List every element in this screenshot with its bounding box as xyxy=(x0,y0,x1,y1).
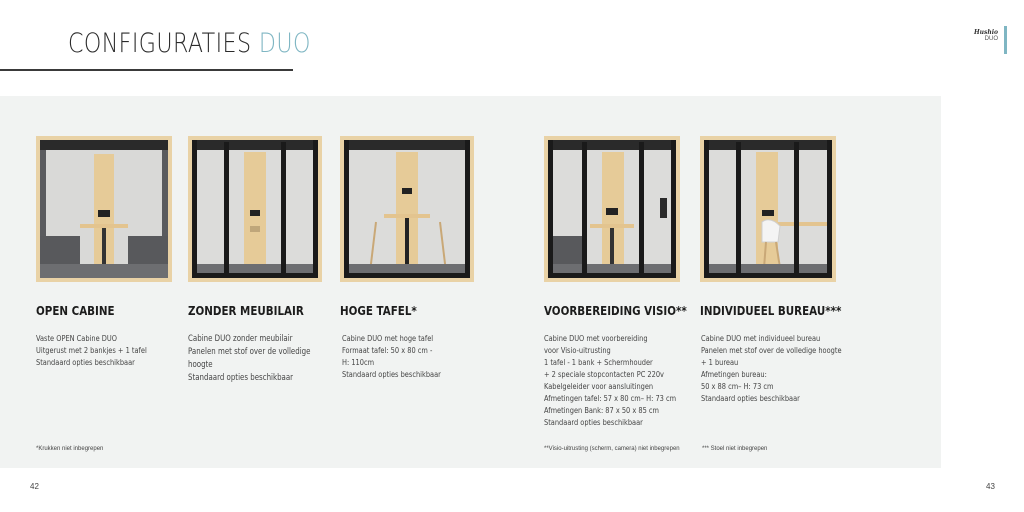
cabin-image-desk xyxy=(700,136,836,282)
body-line: + 2 speciale stopcontacten PC 220v xyxy=(544,370,664,379)
title-accent: DUO xyxy=(258,28,311,59)
footnote-krukken: *Krukken niet inbegrepen xyxy=(36,446,104,452)
column-title-empty: ZONDER MEUBILAIR xyxy=(188,304,304,318)
body-line: hoogte xyxy=(188,360,213,370)
cabin-image-empty xyxy=(188,136,322,282)
body-line: Standaard opties beschikbaar xyxy=(342,370,441,379)
column-title-open: OPEN CABINE xyxy=(36,304,115,318)
body-line: H: 110cm xyxy=(342,358,375,367)
brand-subtitle: DUO xyxy=(984,36,998,42)
column-title-high: HOGE TAFEL* xyxy=(340,304,417,318)
column-body-empty xyxy=(188,333,321,385)
column-body-visio xyxy=(544,333,688,429)
body-line: Standaard opties beschikbaar xyxy=(701,394,800,403)
brand-accent-bar xyxy=(1004,26,1007,54)
page-number-right: 43 xyxy=(986,482,995,491)
body-line: Afmetingen Bank: 87 x 50 x 85 cm xyxy=(544,406,660,415)
footnote-visio: **Visio-uitrusting (scherm, camera) niet inbegrepen xyxy=(544,446,680,452)
cabin-image-visio xyxy=(544,136,680,282)
cabin-image-open xyxy=(36,136,172,282)
title-underline xyxy=(0,69,293,71)
body-line: Cabine DUO met individueel bureau xyxy=(701,334,821,343)
body-line: Formaat tafel: 50 x 80 cm - xyxy=(342,346,433,355)
brand-logo: Hushio xyxy=(973,29,998,36)
body-line: + 1 bureau xyxy=(701,358,739,367)
body-line: Cabine DUO zonder meubilair xyxy=(188,334,293,344)
body-line: Standaard opties beschikbaar xyxy=(544,418,643,427)
body-line: Panelen met stof over de volledige hoogte xyxy=(701,346,842,355)
body-line: 50 x 88 cm– H: 73 cm xyxy=(701,382,774,391)
page-number-left: 42 xyxy=(30,482,39,491)
body-line: Cabine DUO met voorbereiding xyxy=(544,334,648,343)
body-line: Standaard opties beschikbaar xyxy=(188,373,294,383)
body-line: voor Visio-uitrusting xyxy=(544,346,611,355)
column-body-desk xyxy=(701,333,854,405)
body-line: Afmetingen bureau: xyxy=(701,370,767,379)
column-body-open xyxy=(36,333,156,369)
column-title-desk: INDIVIDUEEL BUREAU*** xyxy=(700,304,842,318)
page-title xyxy=(68,28,311,59)
brand-block xyxy=(968,29,998,42)
body-line: Cabine DUO met hoge tafel xyxy=(342,334,434,343)
body-line: Afmetingen tafel: 57 x 80 cm– H: 73 cm xyxy=(544,394,677,403)
footnote-stoel: *** Stoel niet inbegrepen xyxy=(702,446,768,452)
body-line: Uitgerust met 2 bankjes + 1 tafel xyxy=(36,346,147,355)
cabin-image-high-table xyxy=(340,136,474,282)
body-line: Vaste OPEN Cabine DUO xyxy=(36,334,117,343)
column-body-high xyxy=(342,333,449,381)
title-main: CONFIGURATIES xyxy=(68,28,252,59)
body-line: 1 tafel - 1 bank + Schermhouder xyxy=(544,358,653,367)
body-line: Kabelgeleider voor aansluitingen xyxy=(544,382,654,391)
column-title-visio: VOORBEREIDING VISIO** xyxy=(544,304,687,318)
body-line: Standaard opties beschikbaar xyxy=(36,358,135,367)
body-line: Panelen met stof over de volledige xyxy=(188,347,311,357)
